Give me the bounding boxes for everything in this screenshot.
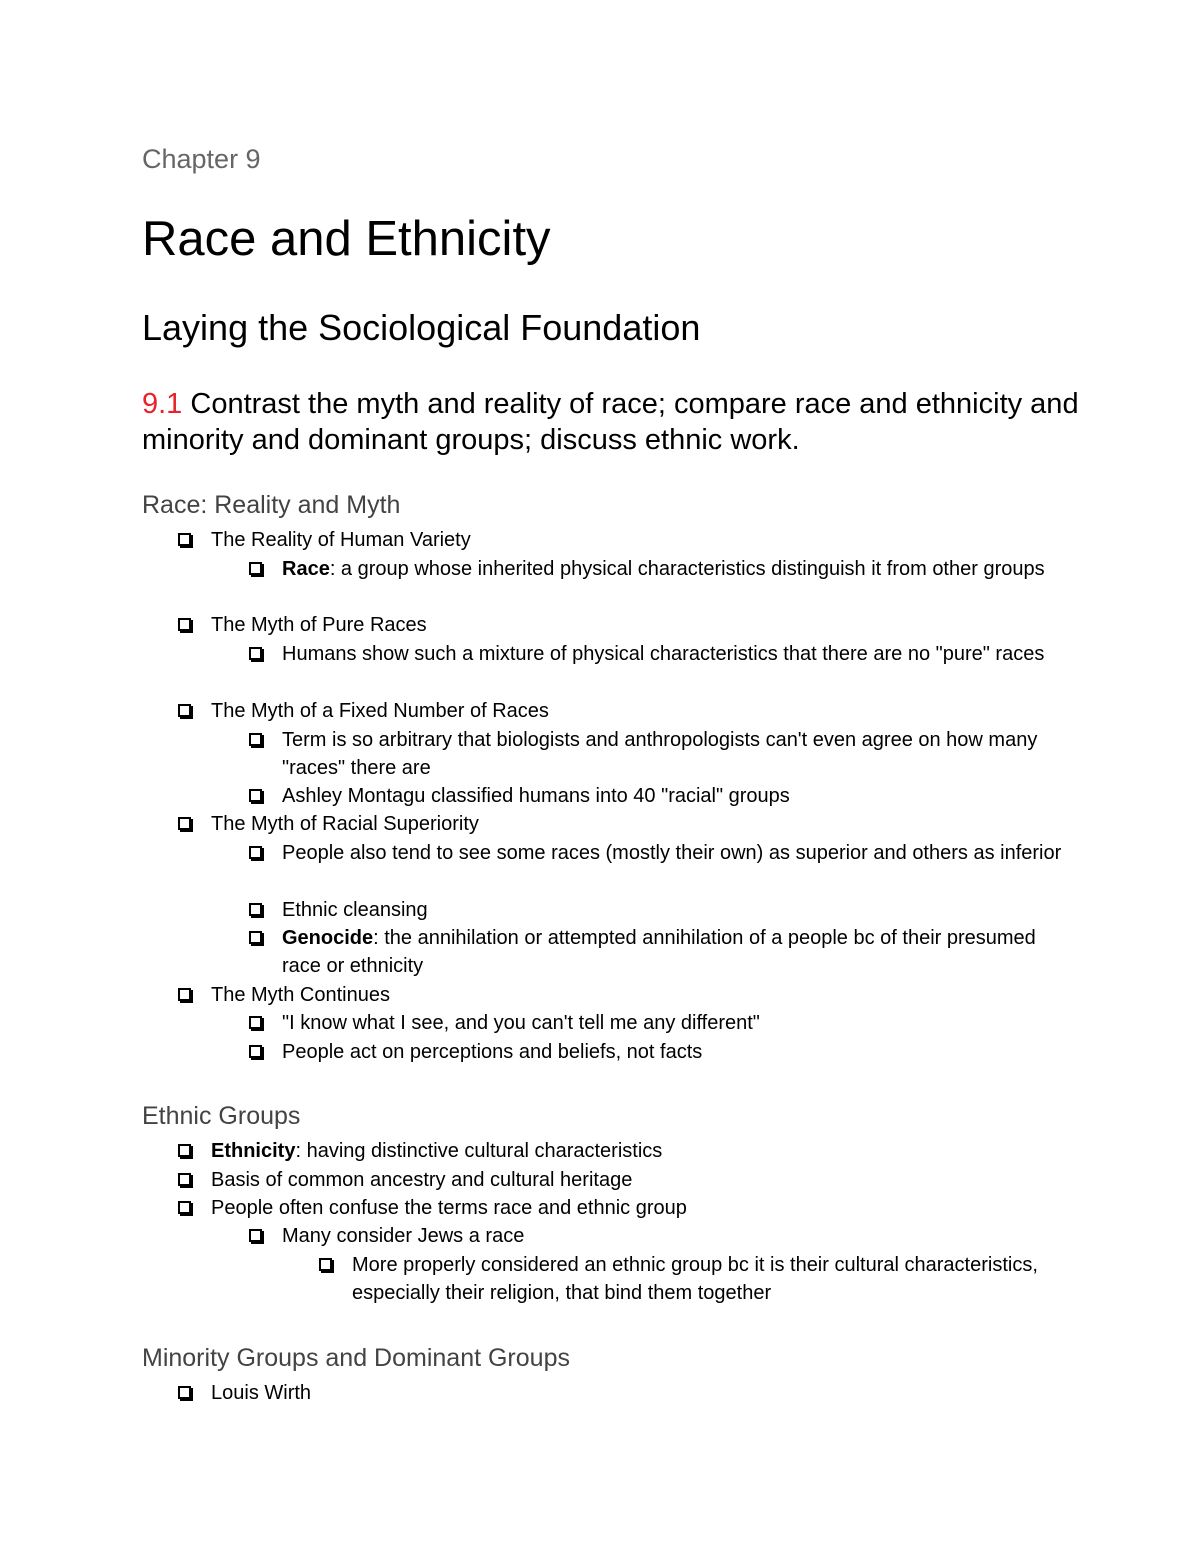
list-item-text: People often confuse the terms race and ethnic group xyxy=(211,1197,687,1219)
list-item-text: Louis Wirth xyxy=(211,1382,312,1404)
learning-objective xyxy=(142,386,1092,458)
list-item-text: The Myth of Racial Superiority xyxy=(211,813,479,835)
checkbox-icon[interactable] xyxy=(178,1173,191,1186)
checkbox-icon[interactable] xyxy=(178,1386,191,1399)
list-item-text: Many consider Jews a race xyxy=(282,1225,525,1247)
definition-text: : having distinctive cultural characteristics xyxy=(295,1140,663,1162)
race-heading: Race: Reality and Myth xyxy=(142,491,401,519)
term-genocide: Genocide xyxy=(282,927,374,949)
chapter-subtitle: Chapter 9 xyxy=(142,144,261,174)
list-item xyxy=(282,1038,1072,1066)
list-item xyxy=(211,1166,1071,1194)
list-item xyxy=(352,1251,1052,1308)
list-item xyxy=(211,1137,1071,1165)
list-item xyxy=(282,839,1072,867)
list-item-text: Basis of common ancestry and cultural heritage xyxy=(211,1169,633,1191)
list-item-text: "I know what I see, and you can't tell me any different" xyxy=(282,1012,760,1034)
checkbox-icon[interactable] xyxy=(178,618,191,631)
list-item xyxy=(211,1194,1071,1222)
list-item-text: The Reality of Human Variety xyxy=(211,529,471,551)
list-item xyxy=(211,526,1071,554)
checkbox-icon[interactable] xyxy=(178,817,191,830)
definition-text: : a group whose inherited physical characteristics distinguish it from other groups xyxy=(329,558,1045,580)
list-item xyxy=(211,611,1071,639)
list-item xyxy=(211,1379,1071,1407)
checkbox-icon[interactable] xyxy=(178,988,191,1001)
list-item xyxy=(211,981,1071,1009)
checkbox-icon[interactable] xyxy=(249,1016,262,1029)
section-heading: Laying the Sociological Foundation xyxy=(142,307,701,348)
list-item-text: The Myth Continues xyxy=(211,984,390,1006)
definition-text: : the annihilation or attempted annihilation of a people bc of their presumed race or ethnicity xyxy=(282,927,1036,978)
list-item-text: The Myth of a Fixed Number of Races xyxy=(211,700,549,722)
checkbox-icon[interactable] xyxy=(249,903,262,916)
list-item xyxy=(282,1222,1072,1250)
checkbox-icon[interactable] xyxy=(249,647,262,660)
list-item-text: More properly considered an ethnic group bc it is their cultural characteristics, especially their religion, that bind them together xyxy=(352,1254,1038,1305)
list-item-text: The Myth of Pure Races xyxy=(211,614,427,636)
list-item-text: People also tend to see some races (mostly their own) as superior and others as inferior xyxy=(282,842,1062,864)
list-item xyxy=(211,810,1071,838)
checkbox-icon[interactable] xyxy=(178,1144,191,1157)
checkbox-icon[interactable] xyxy=(249,846,262,859)
document-title: Race and Ethnicity xyxy=(142,212,551,266)
list-item xyxy=(282,1009,1072,1037)
checkbox-icon[interactable] xyxy=(178,704,191,717)
checkbox-icon[interactable] xyxy=(178,533,191,546)
list-item-text: Ashley Montagu classified humans into 40 "racial" groups xyxy=(282,785,790,807)
checkbox-icon[interactable] xyxy=(249,562,262,575)
list-item xyxy=(282,555,1072,583)
checkbox-icon[interactable] xyxy=(249,789,262,802)
checkbox-icon[interactable] xyxy=(249,1229,262,1242)
objective-number: 9.1 xyxy=(142,388,183,420)
checkbox-icon[interactable] xyxy=(249,1045,262,1058)
list-item xyxy=(282,896,1072,924)
minority-heading: Minority Groups and Dominant Groups xyxy=(142,1344,570,1372)
list-item-text: Term is so arbitrary that biologists and anthropologists can't even agree on how many "races" there are xyxy=(282,729,1038,780)
list-item xyxy=(282,640,1072,668)
objective-text: Contrast the myth and reality of race; compare race and ethnicity and minority and dominant groups; discuss ethnic work. xyxy=(142,388,1079,456)
term-race: Race xyxy=(282,558,330,580)
list-item-text: Humans show such a mixture of physical characteristics that there are no "pure" races xyxy=(282,643,1045,665)
checkbox-icon[interactable] xyxy=(249,931,262,944)
list-item xyxy=(282,726,1072,783)
checkbox-icon[interactable] xyxy=(319,1258,332,1271)
list-item-text: People act on perceptions and beliefs, not facts xyxy=(282,1041,703,1063)
checkbox-icon[interactable] xyxy=(249,733,262,746)
ethnic-heading: Ethnic Groups xyxy=(142,1102,301,1130)
list-item xyxy=(282,782,1072,810)
list-item xyxy=(211,697,1071,725)
term-ethnicity: Ethnicity xyxy=(211,1140,296,1162)
checkbox-icon[interactable] xyxy=(178,1201,191,1214)
list-item xyxy=(282,924,1072,981)
list-item-text: Ethnic cleansing xyxy=(282,899,428,921)
